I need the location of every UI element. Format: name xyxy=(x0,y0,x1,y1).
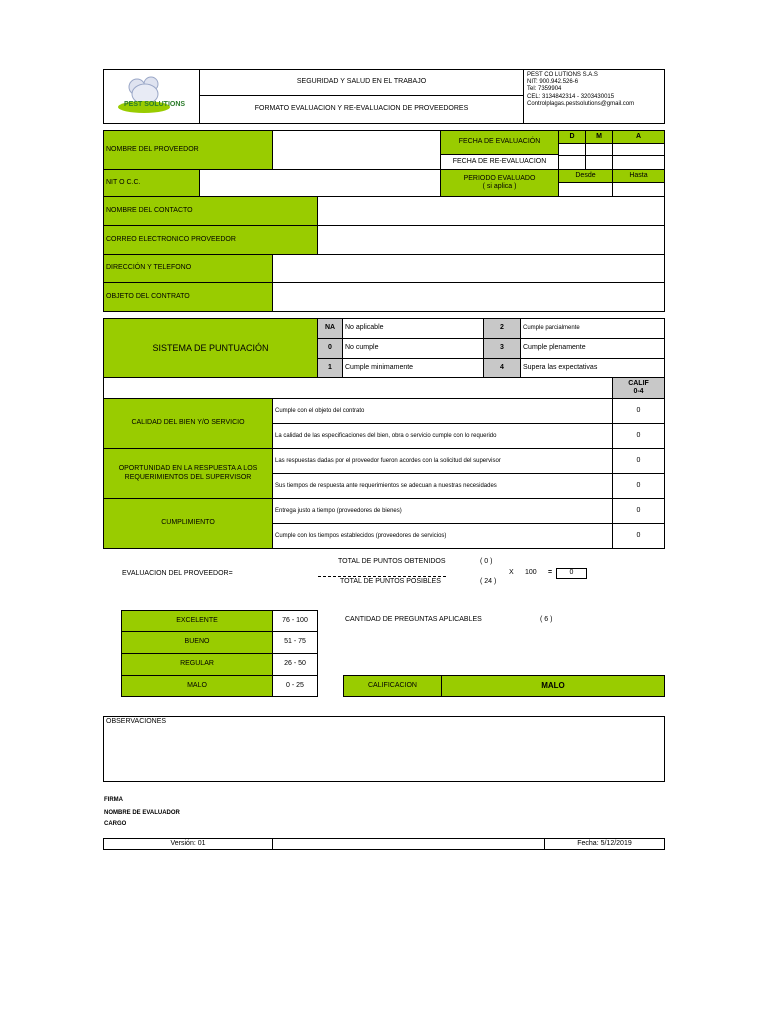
nombre-proveedor-label: NOMBRE DEL PROVEEDOR xyxy=(103,130,273,170)
company-logo xyxy=(104,70,199,123)
scoring-code: NA xyxy=(317,318,343,339)
scoring-label: No cumple xyxy=(342,338,484,359)
criteria-score[interactable]: 0 xyxy=(612,498,665,524)
correo-field[interactable] xyxy=(317,225,665,255)
nit-field[interactable] xyxy=(199,169,441,197)
direccion-label: DIRECCIÓN Y TELEFONO xyxy=(103,254,273,283)
footer-version: Versión: 01 xyxy=(103,838,273,850)
fecha-reeval-m[interactable] xyxy=(585,155,613,170)
company-line: Controlplagas.pestsolutions@gmail.com xyxy=(527,100,635,107)
cargo-label: CARGO xyxy=(104,821,127,827)
criteria-item: Entrega justo a tiempo (proveedores de bienes) xyxy=(272,498,613,524)
company-line: NIT: 900.942.526-6 xyxy=(527,79,579,86)
scoring-label: No aplicable xyxy=(342,318,484,339)
objeto-label: OBJETO DEL CONTRATO xyxy=(103,282,273,312)
fecha-reevaluacion-label: FECHA DE RE-EVALUACION xyxy=(440,154,559,170)
date-header-m: M xyxy=(585,130,613,144)
formula-fraction-line xyxy=(318,576,446,577)
observaciones-label: OBSERVACIONES xyxy=(106,718,167,725)
formula-equals: = xyxy=(548,569,553,576)
criteria-item: La calidad de las especificaciones del bien, obra o servicio cumple con lo requerido xyxy=(272,423,613,449)
calificacion-label: CALIFICACION xyxy=(343,675,442,697)
calificacion-value: MALO xyxy=(441,675,665,697)
header-company-info xyxy=(523,69,665,124)
scoring-code: 1 xyxy=(317,358,343,378)
criteria-group: OPORTUNIDAD EN LA RESPUESTA A LOS REQUERIMIENTOS DEL SUPERVISOR xyxy=(103,448,273,499)
nombre-proveedor-field[interactable] xyxy=(272,130,441,170)
scoring-label: Cumple plenamente xyxy=(520,338,665,359)
range-label: BUENO xyxy=(121,631,273,654)
criteria-group: CUMPLIMIENTO xyxy=(103,498,273,549)
range-value: 26 - 50 xyxy=(272,653,318,676)
formula-numerator-value: ( 0 ) xyxy=(480,558,493,565)
scoring-title: SISTEMA DE PUNTUACIÓN xyxy=(103,318,318,378)
correo-label: CORREO ELECTRONICO PROVEEDOR xyxy=(103,225,318,255)
range-value: 51 - 75 xyxy=(272,631,318,654)
scoring-label: Supera las expectativas xyxy=(520,358,665,378)
formula-times: X xyxy=(509,569,514,576)
formula-result: 0 xyxy=(556,568,587,579)
scoring-code: 2 xyxy=(483,318,521,339)
company-line: Tel: 7359904 xyxy=(527,86,562,93)
firma-label: FIRMA xyxy=(104,797,123,803)
scoring-code: 4 xyxy=(483,358,521,378)
applicable-label: CANTIDAD DE PREGUNTAS APLICABLES xyxy=(345,616,482,623)
criteria-group: CALIDAD DEL BIEN Y/O SERVICIO xyxy=(103,398,273,449)
footer-date: Fecha: 5/12/2019 xyxy=(544,838,665,850)
range-label: REGULAR xyxy=(121,653,273,676)
formula-denominator-label: TOTAL DE PUNTOS POSIBLES xyxy=(340,578,441,585)
calif-header: CALIF 0-4 xyxy=(612,377,665,399)
criteria-item: Las respuestas dadas por el proveedor fueron acordes con la solicitud del supervisor xyxy=(272,448,613,474)
range-label: EXCELENTE xyxy=(121,610,273,632)
criteria-score[interactable]: 0 xyxy=(612,423,665,449)
header-form-title: FORMATO EVALUACION Y RE-EVALUACION DE PROVEEDORES xyxy=(199,95,524,124)
date-header-a: A xyxy=(612,130,665,144)
range-label: MALO xyxy=(121,675,273,697)
logo-text: PEST SOLUTIONS xyxy=(124,101,186,108)
observaciones-box[interactable] xyxy=(103,716,665,782)
periodo-hasta-label: Hasta xyxy=(612,169,665,183)
company-line: CEL: 3134842314 - 3203430015 xyxy=(527,93,615,100)
contacto-field[interactable] xyxy=(317,196,665,226)
formula-denominator-value: ( 24 ) xyxy=(480,578,497,585)
contacto-label: NOMBRE DEL CONTACTO xyxy=(103,196,318,226)
company-line: PEST CO LUTIONS S.A.S xyxy=(527,72,598,78)
criteria-header-spacer xyxy=(103,377,613,399)
applicable-value: ( 6 ) xyxy=(540,616,553,623)
criteria-score[interactable]: 0 xyxy=(612,448,665,474)
evaluador-label: NOMBRE DE EVALUADOR xyxy=(104,810,180,816)
criteria-item: Sus tiempos de respuesta ante requerimientos se adecuan a nuestras necesidades xyxy=(272,473,613,499)
objeto-field[interactable] xyxy=(272,282,665,312)
periodo-evaluado-label xyxy=(440,169,559,197)
periodo-subtitle: ( si aplica ) xyxy=(482,183,517,190)
formula-label: EVALUACION DEL PROVEEDOR= xyxy=(122,570,233,577)
header-org: SEGURIDAD Y SALUD EN EL TRABAJO xyxy=(199,69,524,96)
formula-hundred: 100 xyxy=(525,569,537,576)
date-header-d: D xyxy=(558,130,586,144)
fecha-evaluacion-label: FECHA DE EVALUACIÓN xyxy=(440,130,559,155)
criteria-score[interactable]: 0 xyxy=(612,523,665,549)
periodo-title: PERIODO EVALUADO xyxy=(463,174,536,182)
scoring-code: 3 xyxy=(483,338,521,359)
periodo-desde-label: Desde xyxy=(558,169,613,183)
criteria-item: Cumple con el objeto del contrato xyxy=(272,398,613,424)
nit-label: NIT O C.C. xyxy=(103,169,200,197)
formula-numerator-label: TOTAL DE PUNTOS OBTENIDOS xyxy=(338,558,446,565)
periodo-desde-field[interactable] xyxy=(558,182,613,197)
scoring-label: Cumple parcialmente xyxy=(520,318,665,339)
scoring-code: 0 xyxy=(317,338,343,359)
fecha-reeval-d[interactable] xyxy=(558,155,586,170)
range-value: 76 - 100 xyxy=(272,610,318,632)
criteria-score[interactable]: 0 xyxy=(612,398,665,424)
fecha-reeval-a[interactable] xyxy=(612,155,665,170)
criteria-score[interactable]: 0 xyxy=(612,473,665,499)
criteria-item: Cumple con los tiempos establecidos (proveedores de servicios) xyxy=(272,523,613,549)
header-logo-cell xyxy=(103,69,200,124)
direccion-field[interactable] xyxy=(272,254,665,283)
scoring-label: Cumple minimamente xyxy=(342,358,484,378)
footer-middle xyxy=(272,838,545,850)
range-value: 0 - 25 xyxy=(272,675,318,697)
periodo-hasta-field[interactable] xyxy=(612,182,665,197)
